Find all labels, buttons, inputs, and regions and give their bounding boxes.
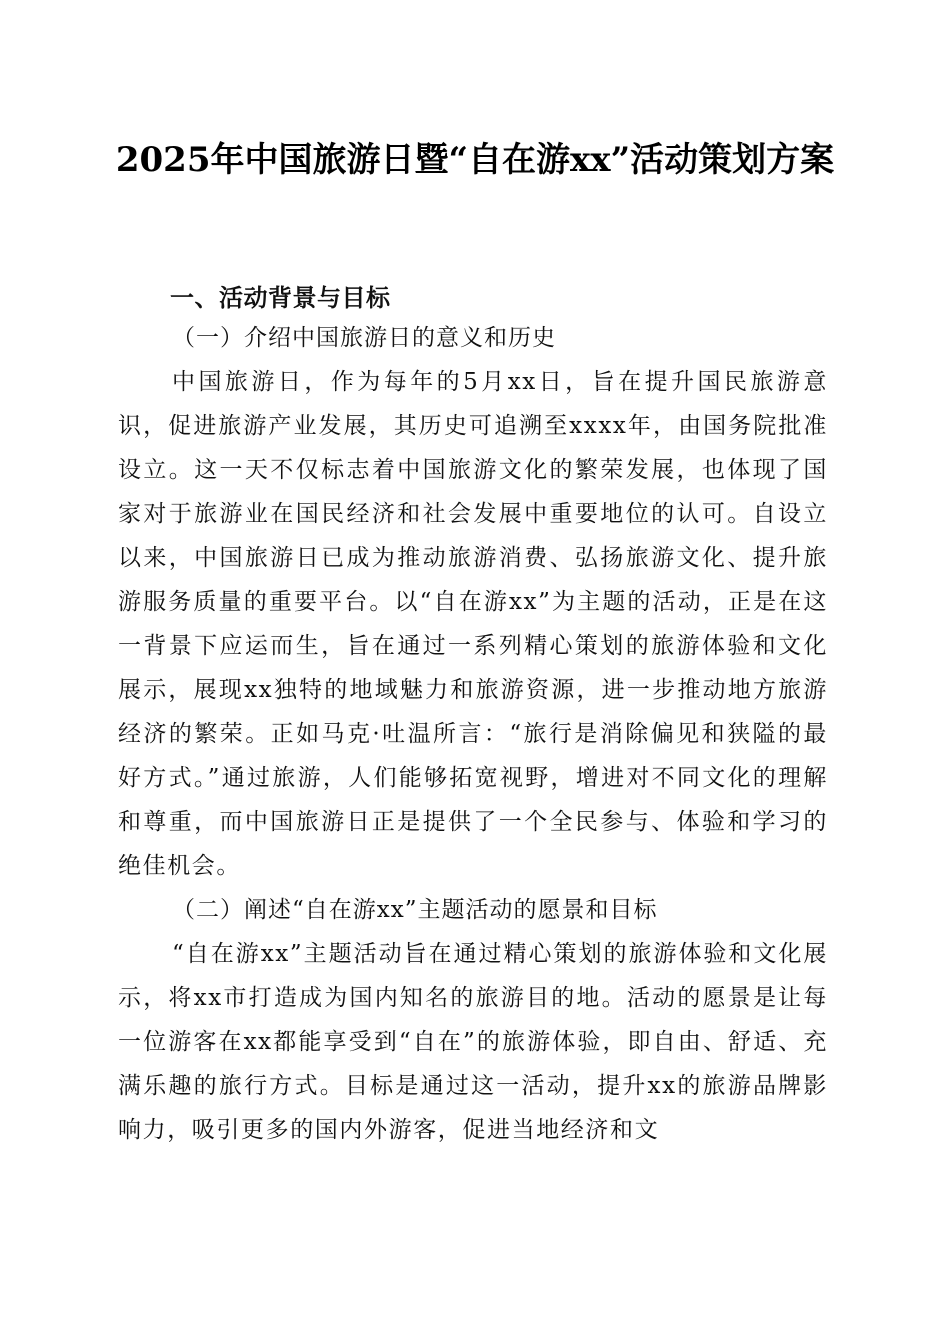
paragraph-1: 中国旅游日，作为每年的5月xx日，旨在提升国民旅游意识，促进旅游产业发展，其历史可追溯至xxxx年，由国务院批准设立。这一天不仅标志着中国旅游文化的繁荣发展，也体现了国家对于旅游业在国民经济和社会发展中重要地位的认可。自设立以来，中国旅游日已成为推动旅游消费、弘扬旅游文化、提升旅游服务质量的重要平台。以“自在游xx”为主题的活动，正是在这一背景下应运而生，旨在通过一系列精心策划的旅游体验和文化展示，展现xx独特的地域魅力和旅游资源，进一步推动地方旅游经济的繁荣。正如马克·吐温所言：“旅行是消除偏见和狭隘的最好方式。”通过旅游，人们能够拓宽视野，增进对不同文化的理解和尊重，而中国旅游日正是提供了一个全民参与、体验和学习的绝佳机会。 [118,369,828,879]
paragraph-2: “自在游xx”主题活动旨在通过精心策划的旅游体验和文化展示，将xx市打造成为国内知名的旅游目的地。活动的愿景是让每一位游客在xx都能享受到“自在”的旅游体验，即自由、舒适、充满乐趣的旅行方式。目标是通过这一活动，提升xx的旅游品牌影响力，吸引更多的国内外游客，促进当地经济和文 [118,941,828,1143]
section-heading: 一、活动背景与目标 [170,284,391,312]
document-body [118,280,828,1152]
subsection-heading-2: （二）阐述“自在游xx”主题活动的愿景和目标 [172,897,658,923]
document-title: 2025年中国旅游日暨“自在游xx”活动策划方案 [115,140,835,180]
subsection-heading-1: （一）介绍中国旅游日的意义和历史 [172,325,556,351]
